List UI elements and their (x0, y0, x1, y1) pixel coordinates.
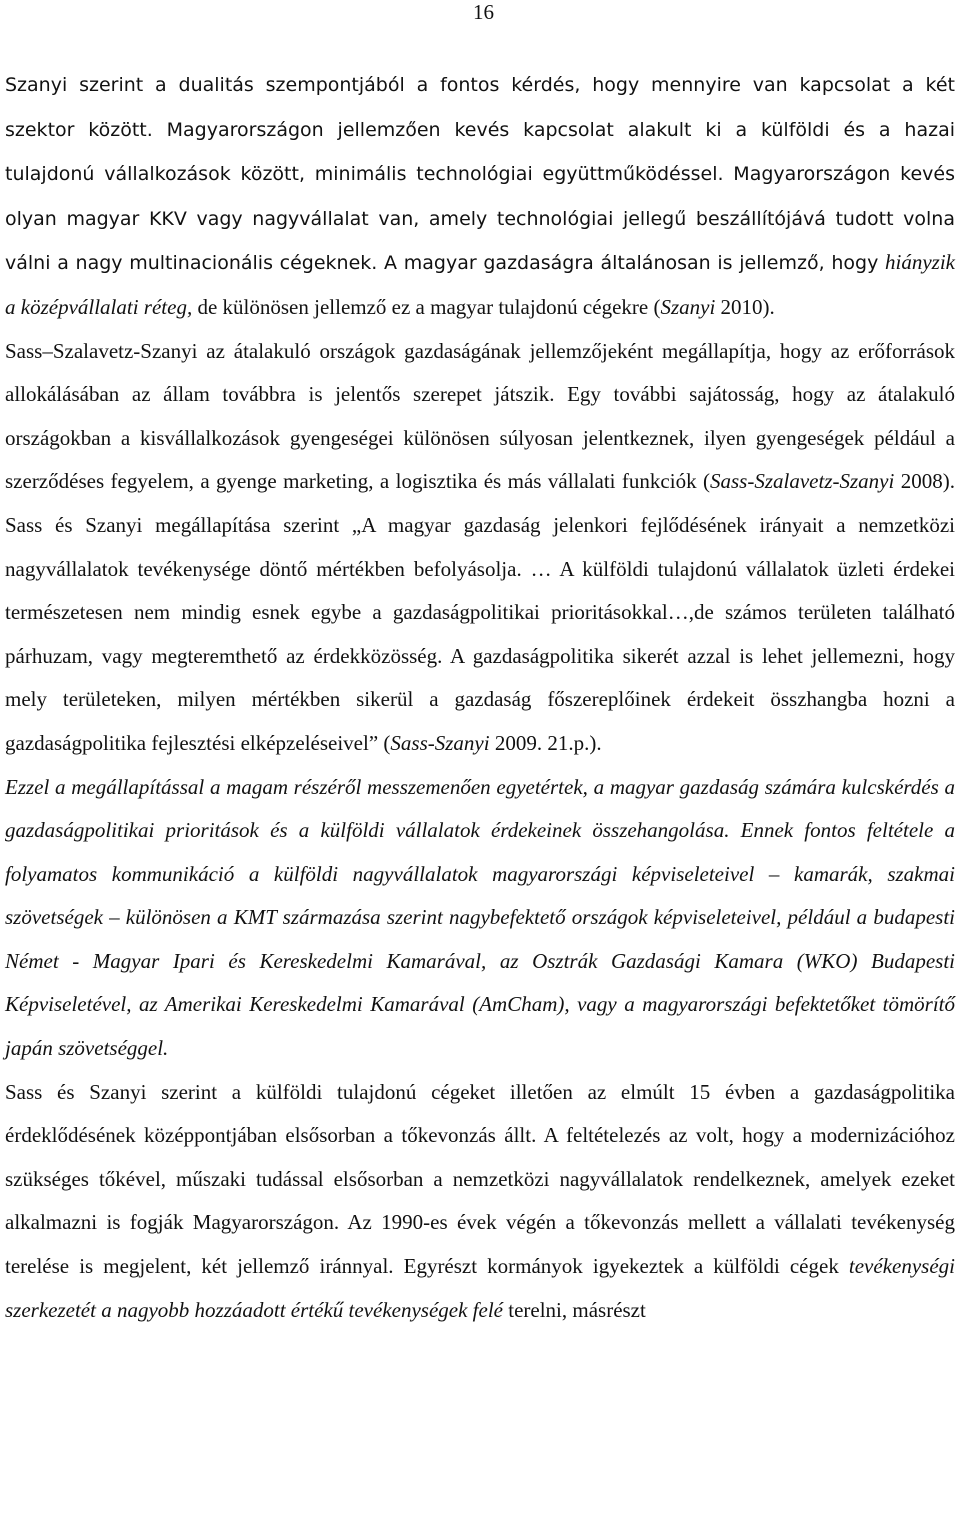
paragraph-1 (5, 63, 955, 330)
paragraph-1-text-b: de különösen jellemző ez a magyar tulajdonú cégekre ( (192, 294, 661, 319)
citation-sass-szanyi: Sass-Szanyi (390, 730, 490, 755)
citation-sass-szalavetz-szanyi: Sass-Szalavetz-Szanyi (710, 469, 895, 494)
paragraph-1-sentences: Szanyi szerint a dualitás szempontjából a fontos kérdés, hogy mennyire van kapcsolat a két szektor között. Magyarországon jellemzően kevés kapcsolat alakult ki a külföldi és a hazai tulajdonú vállalkozások között, minimális technológiai együttműködéssel. Magyarországon kevés olyan magyar KKV vagy nagyvállalat van, amely technológiai jellegű beszállítójává tudott volna válni a nagy multinacionális cégeknek. (5, 74, 955, 275)
paragraph-1-text-a: A magyar gazdaságra általánosan is jellemző, hogy (377, 252, 886, 275)
paragraph-2-text-a: Sass–Szalavetz-Szanyi az átalakuló országok gazdaságának jellemzőjeként megállapítja, hogy az erőforrások allokálásában az állam továbbra is jelentős szerepet játszik. Egy további sajátosság, hogy az átalakuló országokban a kisvállalkozások gyengeségei különösen súlyosan jelentkeznek, ilyen gyengeségek például a szerződéses fegyelem, a gyenge marketing, a logisztika és más vállalati funkciók ( (5, 338, 955, 494)
page-number: 16 (473, 0, 494, 24)
paragraph-3 (5, 766, 955, 1071)
citation-szanyi: Szanyi (660, 294, 716, 319)
paragraph-3-italic-text: Ezzel a megállapítással a magam részéről messzemenően egyetértek, a magyar gazdaság számára kulcskérdés a gazdaságpolitikai prioritások és a külföldi vállalatok érdekeinek összehangolása. Ennek fontos feltétele a folyamatos kommunikáció a külföldi nagyvállalatok magyarországi képviseleteivel – kamarák, szakmai szövetségek – különösen a KMT származása szerint nagybefektető országok képviseleteivel, például a budapesti Német - Magyar Ipari és Kereskedelmi Kamarával, az Osztrák Gazdasági Kamara (WKO) Budapesti Képviseletével, az Amerikai Kereskedelmi Kamarával (AmCham), vagy a magyarországi befektetőket tömörítő japán szövetséggel. (5, 774, 955, 1061)
paragraph-4-text-a: Sass és Szanyi szerint a külföldi tulajdonú cégeket illetően az elmúlt 15 évben a gazdaságpolitika érdeklődésének középpontjában elsősorban a tőkevonzás állt. A feltételezés az volt, hogy a modernizációhoz szükséges tőkével, műszaki tudással elsősorban a nemzetközi nagyvállalatok rendelkeznek, amelyek ezeket alkalmazni is fogják Magyarországon. Az 1990-es évek végén a tőkevonzás mellett a vállalati tevékenység terelése is megjelent, két jellemző iránnyal. Egyrészt kormányok igyekeztek a külföldi cégek (5, 1079, 955, 1279)
body-text (5, 63, 955, 1332)
paragraph-2 (5, 330, 955, 766)
paragraph-4-text-b: terelni, másrészt (502, 1297, 646, 1322)
paragraph-2-text-c: 2009. 21.p.). (489, 730, 602, 755)
paragraph-1-emphasis: hiányzik a középvállalati réteg, (5, 250, 955, 319)
paragraph-2-text-b: 2008). Sass és Szanyi megállapítása szerint „A magyar gazdaság jelenkori fejlődésének irányait a nemzetközi nagyvállalatok tevékenysége döntő mértékben befolyásolja. … A külföldi tulajdonú vállalatok üzleti érdekei természetesen nem mindig esnek egybe a gazdaságpolitikai prioritásokkal…,de számos területen található párhuzam, vagy megteremthető az érdekközösség. A gazdaságpolitika sikerét azzal is lehet jellemezni, hogy mely területeken, milyen mértékben sikerül a gazdaság főszereplőinek érdekeit összhangba hozni a gazdaságpolitika fejlesztési elképzeléseivel” ( (5, 469, 955, 755)
paragraph-4-emphasis: tevékenységi szerkezetét a nagyobb hozzáadott értékű tevékenységek felé (5, 1254, 955, 1322)
paragraph-1-text-c: 2010). (715, 294, 775, 319)
paragraph-4 (5, 1071, 955, 1333)
